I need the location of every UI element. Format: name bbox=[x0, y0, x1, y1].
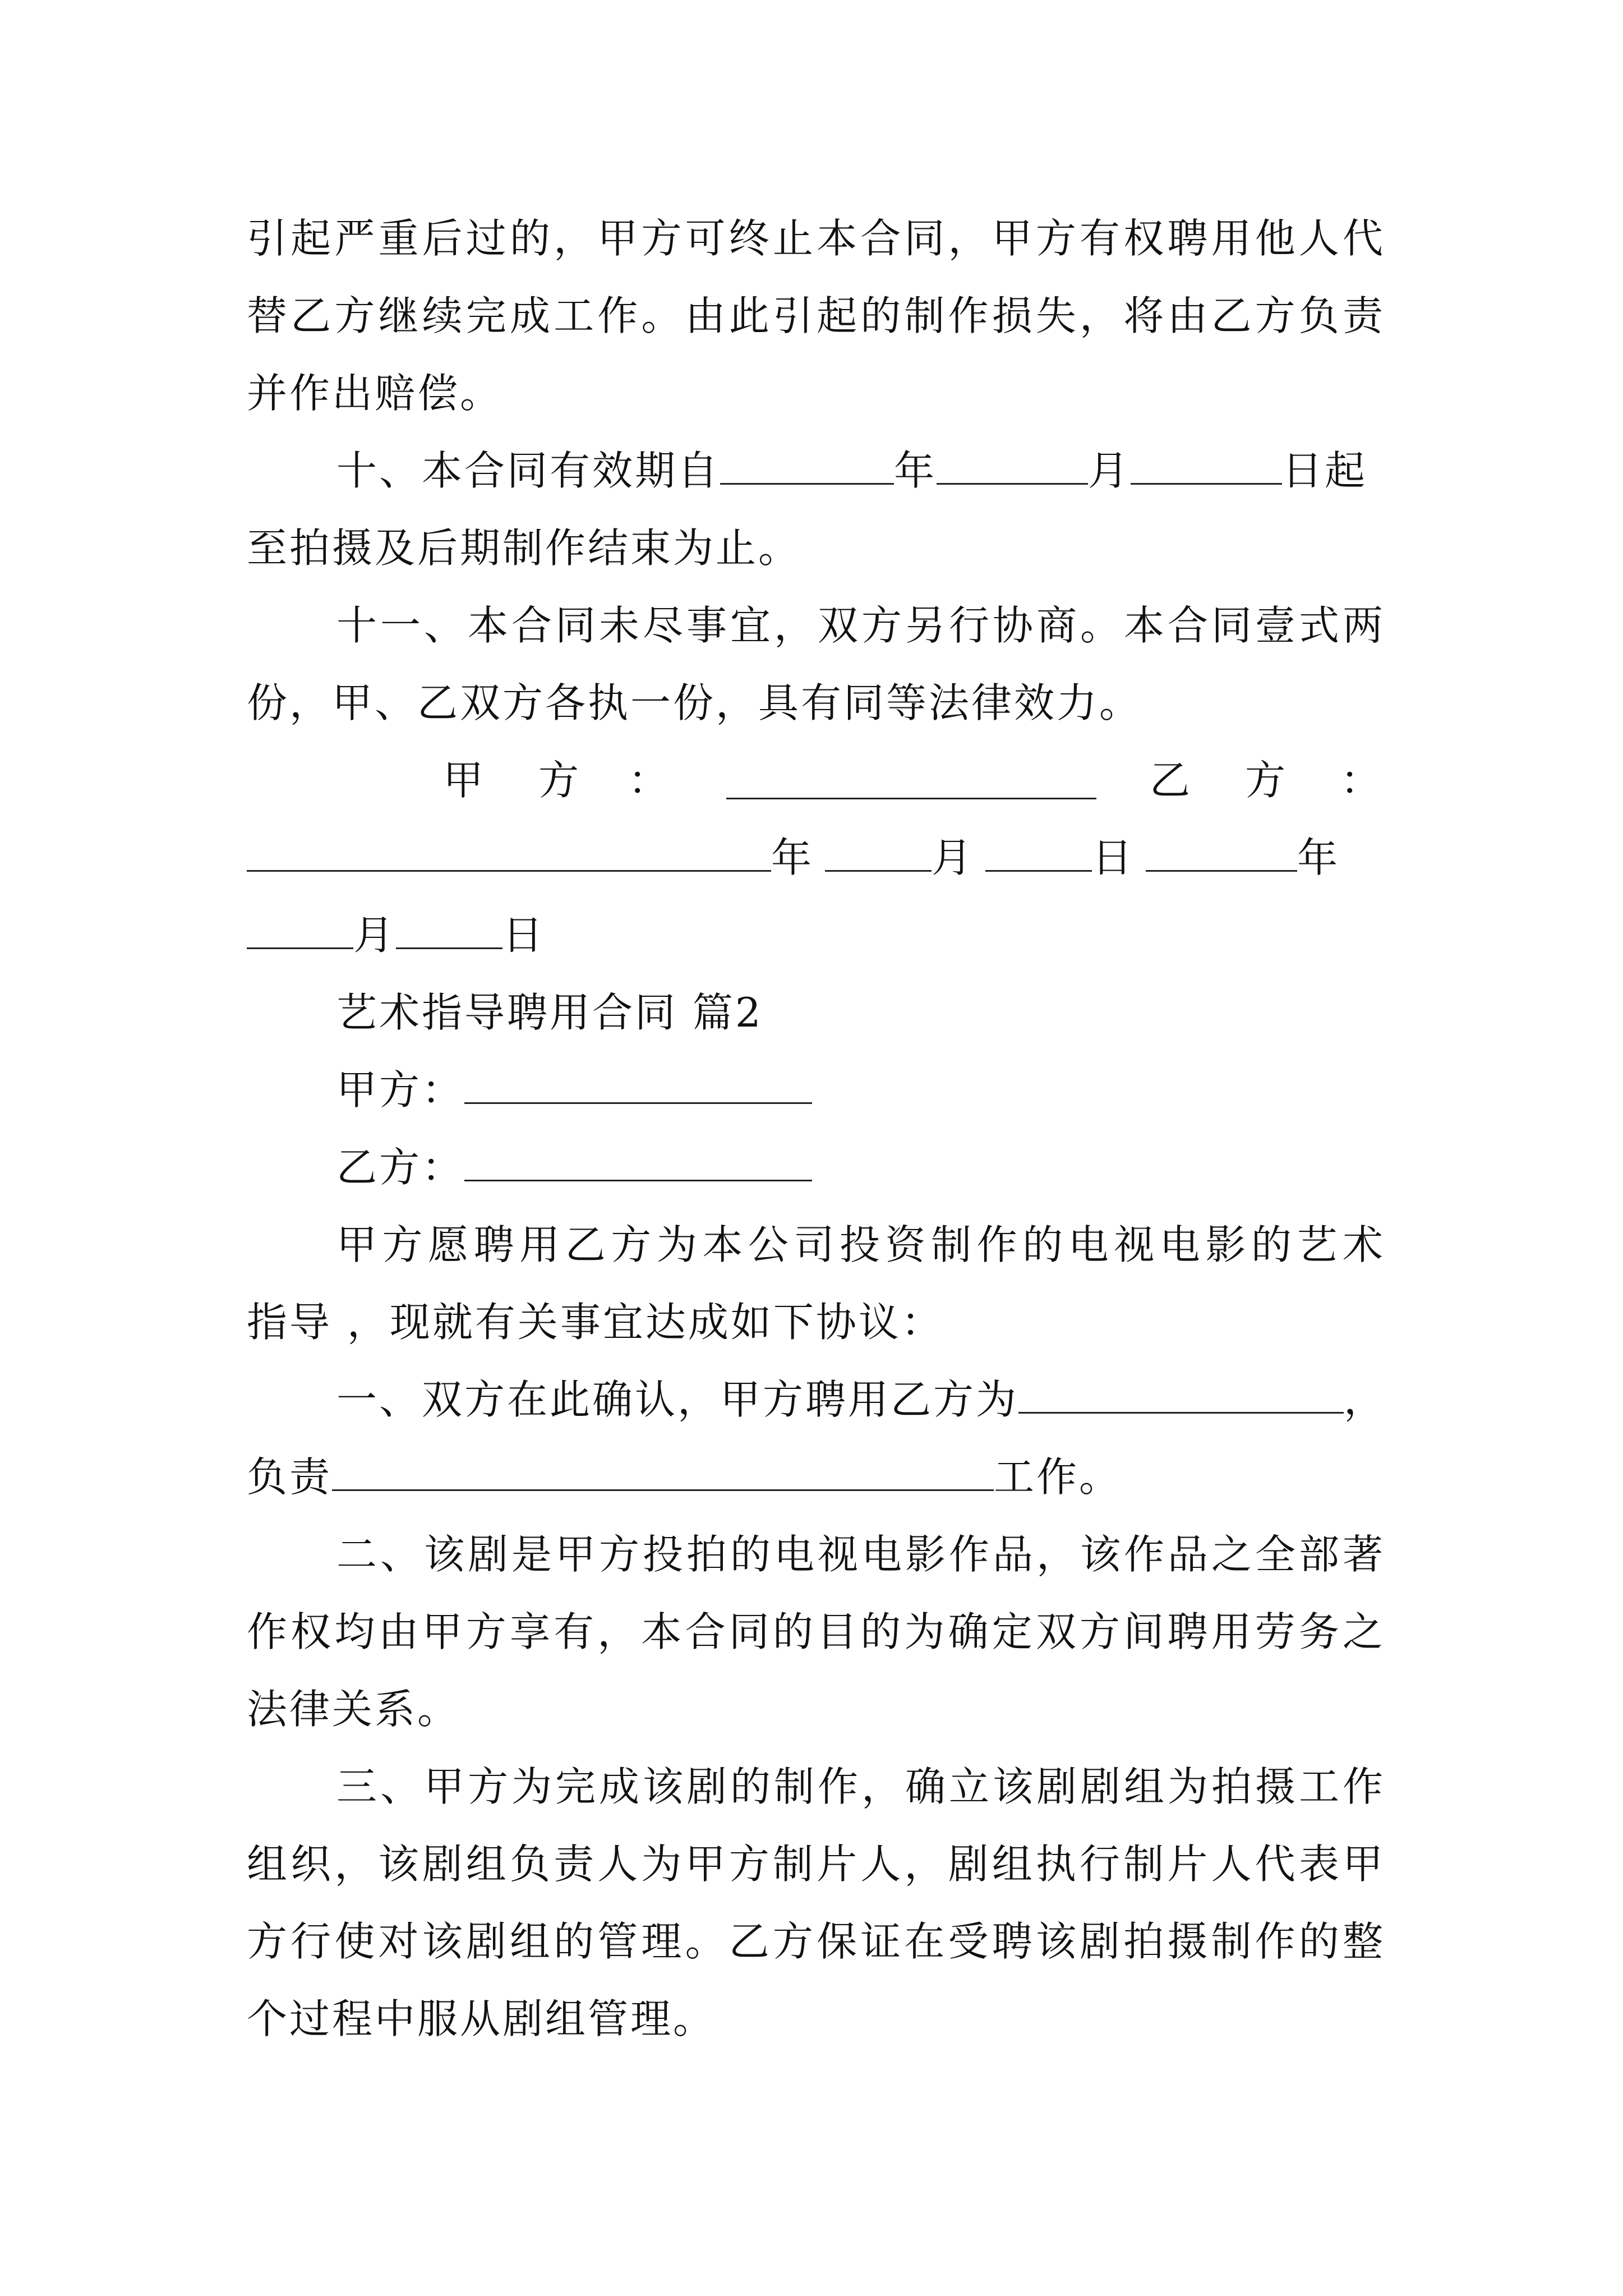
party-b-blank bbox=[464, 1144, 812, 1181]
paragraph-line: 替乙方继续完成工作。由此引起的制作损失，将由乙方负责 bbox=[247, 292, 1385, 339]
position-blank bbox=[1018, 1376, 1344, 1414]
day-blank bbox=[985, 834, 1092, 872]
signature-date-line: 年 月 日 年 bbox=[247, 827, 1385, 889]
paragraph-line: 个过程中服从剧组管理。 bbox=[247, 1995, 716, 2042]
party-a-blank bbox=[464, 1066, 812, 1104]
party-a-signature-blank bbox=[726, 762, 1096, 799]
paragraph-line: 份，甲、乙双方各执一份，具有同等法律效力。 bbox=[247, 679, 1142, 726]
month-blank bbox=[247, 912, 353, 949]
party-b-field: 乙方： bbox=[336, 1137, 1385, 1198]
party-a-field: 甲方： bbox=[336, 1059, 1385, 1121]
paragraph-line: 指导 ，现就有关事宜达成如下协议： bbox=[247, 1299, 944, 1346]
paragraph-line: 至拍摄及后期制作结束为止。 bbox=[247, 524, 801, 572]
paragraph-line: 二、该剧是甲方投拍的电视电影作品，该作品之全部著 bbox=[336, 1531, 1385, 1578]
year-blank bbox=[720, 447, 894, 485]
date-line: 月 日 bbox=[247, 904, 1385, 966]
paragraph-line: 甲方愿聘用乙方为本公司投资制作的电视电影的艺术 bbox=[336, 1221, 1385, 1268]
paragraph-line: 作权均由甲方享有，本合同的目的为确定双方间聘用劳务之 bbox=[247, 1608, 1385, 1655]
paragraph-line: 十一、本合同未尽事宜，双方另行协商。本合同壹式两 bbox=[336, 602, 1385, 649]
day-blank bbox=[396, 912, 502, 949]
clause-one-line: 负责 工作。 bbox=[247, 1453, 1122, 1501]
paragraph-line: 方行使对该剧组的管理。乙方保证在受聘该剧拍摄制作的整 bbox=[247, 1918, 1385, 1965]
month-blank bbox=[825, 834, 932, 872]
duty-blank bbox=[332, 1453, 994, 1491]
paragraph-line: 组织，该剧组负责人为甲方制片人，剧组执行制片人代表甲 bbox=[247, 1841, 1385, 1888]
section-title: 艺术指导聘用合同 篇2 bbox=[336, 989, 763, 1036]
clause-one-line: 一、双方在此确认，甲方聘用乙方为 ， bbox=[336, 1376, 1387, 1423]
paragraph-line: 引起严重后过的，甲方可终止本合同，甲方有权聘用他人代 bbox=[247, 215, 1385, 262]
year-blank bbox=[1146, 834, 1297, 872]
paragraph-line: 法律关系。 bbox=[247, 1686, 460, 1733]
paragraph-line: 三、甲方为完成该剧的制作，确立该剧剧组为拍摄工作 bbox=[336, 1763, 1385, 1810]
paragraph-line: 并作出赔偿。 bbox=[247, 370, 503, 417]
validity-clause-line: 十、本合同有效期自 年 月 日起 bbox=[336, 447, 1368, 494]
day-blank bbox=[1131, 447, 1282, 485]
party-b-signature-blank bbox=[247, 834, 771, 872]
signature-line: 甲 方 ： 乙 方 ： bbox=[443, 757, 1384, 804]
month-blank bbox=[937, 447, 1088, 485]
